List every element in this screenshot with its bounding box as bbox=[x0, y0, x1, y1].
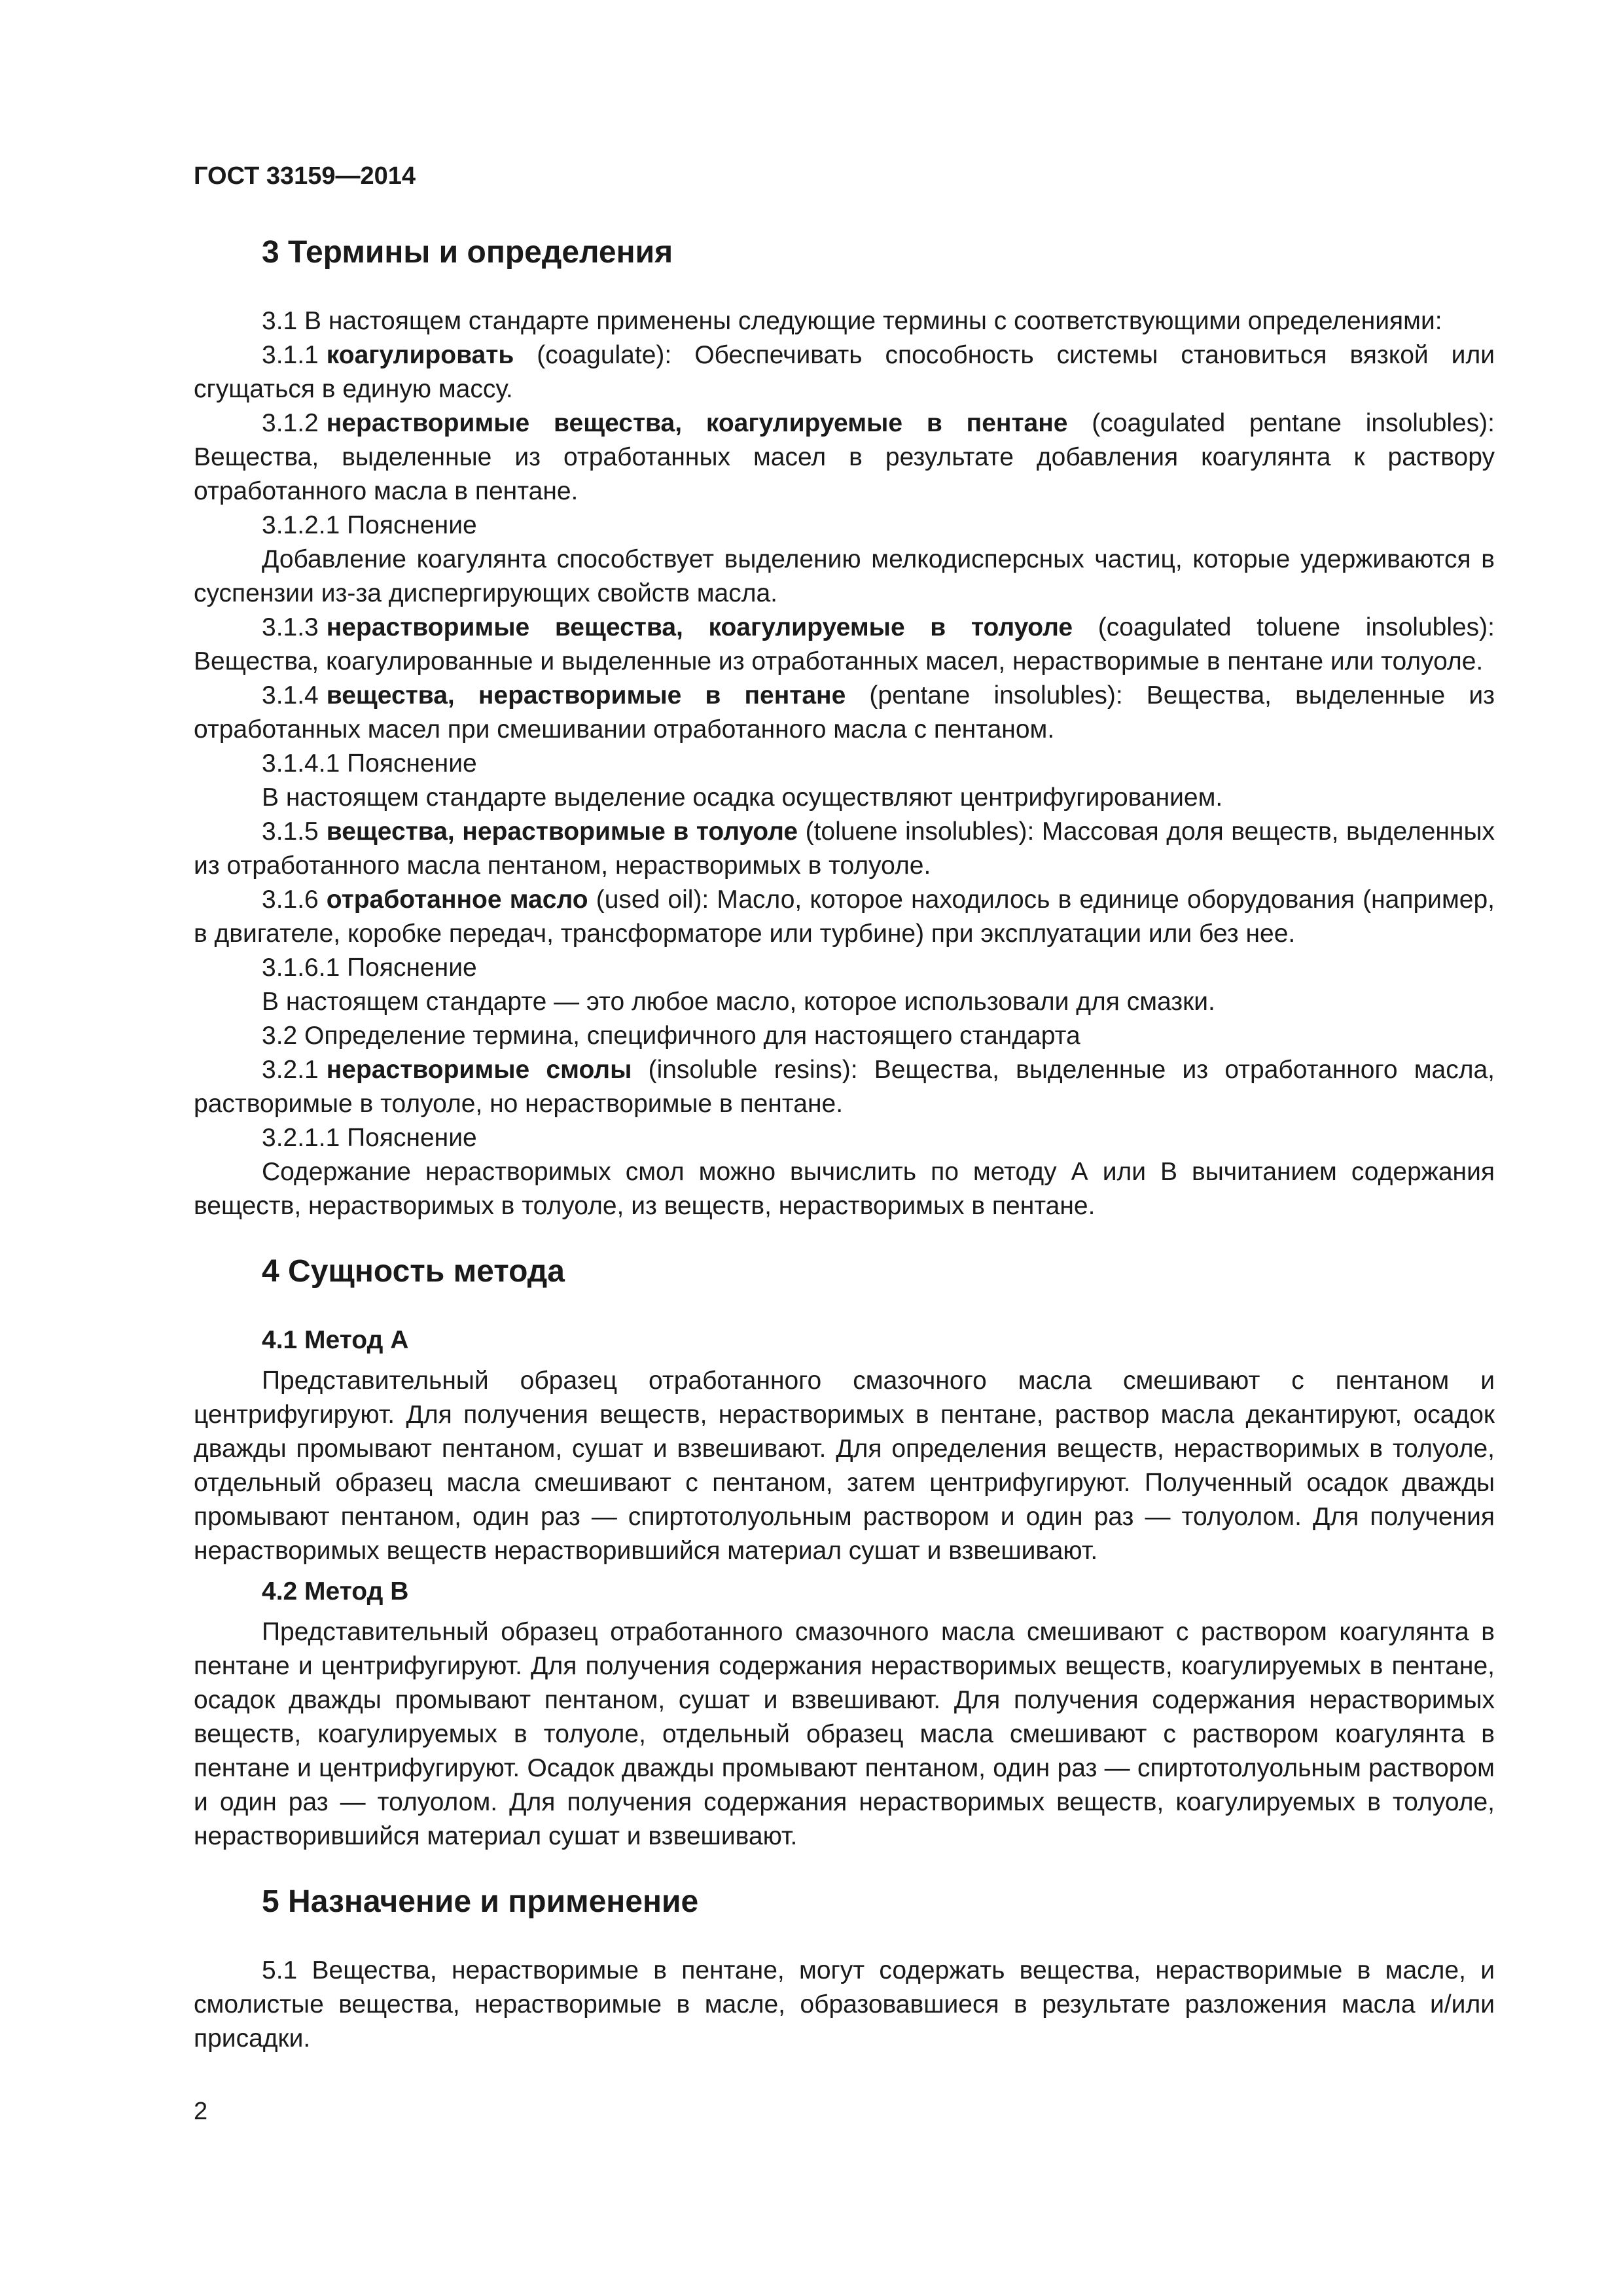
definition: (coagulate): Обеспечивать способность системы становиться вязкой или сгущаться в единую массу. bbox=[194, 341, 1495, 403]
note-3-2-1-1-text: Содержание нерастворимых смол можно вычислить по методу А или В вычитанием содержания веществ, нерастворимых в толуоле, из веществ, нерастворимых в пентане. bbox=[194, 1158, 1495, 1220]
term: вещества, нерастворимые в пентане bbox=[326, 681, 846, 709]
term: отработанное масло bbox=[326, 886, 588, 914]
note-3-1-6-1-text: В настоящем стандарте — это любое масло, которое использовали для смазки. bbox=[262, 988, 1215, 1016]
definition: (toluene insolubles): Массовая доля веществ, выделенных из отработанного масла пентаном, нерастворимых в толуоле. bbox=[194, 817, 1495, 880]
paragraph-3-1-6 bbox=[194, 883, 1495, 951]
term: нерастворимые вещества, коагулируемые в пентане bbox=[326, 409, 1068, 437]
page-content bbox=[194, 223, 1495, 2056]
term: нерастворимые вещества, коагулируемые в толуоле bbox=[326, 613, 1073, 641]
paragraph-3-1-4-1: 3.1.4.1 Пояснение bbox=[262, 749, 477, 778]
clause-number: 3.1.2 bbox=[262, 409, 319, 437]
definition: (pentane insolubles): Вещества, выделенные из отработанных масел при смешивании отработанного масла с пентаном. bbox=[194, 681, 1495, 744]
paragraph-3-1-2 bbox=[194, 406, 1495, 509]
method-a-heading: 4.1 Метод А bbox=[262, 1326, 409, 1354]
clause-number: 3.1.6 bbox=[262, 886, 319, 914]
term: коагулировать bbox=[326, 341, 514, 369]
definition: (insoluble resins): Вещества, выделенные из отработанного масла, растворимые в толуоле, но нерастворимые в пентане. bbox=[194, 1056, 1495, 1118]
method-a-text: Представительный образец отработанного смазочного масла смешивают с пентаном и центрифугируют. Для получения веществ, нерастворимых в пентане, раствор масла декантируют, осадок дважды промывают пентаном, сушат и взвешивают. Для определения веществ, нерастворимых в толуоле, отдельный образец масла смешивают с пентаном, затем центрифугируют. Полученный осадок дважды промывают пентаном, один раз — спиртотолуольным раствором и один раз — толуолом. Для получения нерастворимых веществ нерастворившийся материал сушат и взвешивают. bbox=[194, 1367, 1495, 1565]
method-b-text: Представительный образец отработанного смазочного масла смешивают с раствором коагулянта в пентане и центрифугируют. Для получения содержания нерастворимых веществ, коагулируемых в пентане, осадок дважды промывают пентаном, сушат и взвешивают. Для получения содержания нерастворимых веществ, коагулируемых в толуоле, отдельный образец масла смешивают с раствором коагулянта в пентане и центрифугируют. Осадок дважды промывают пентаном, один раз — спиртотолуольным раствором и один раз — толуолом. Для получения содержания нерастворимых веществ, коагулируемых в толуоле, нерастворившийся материал сушат и взвешивают. bbox=[194, 1618, 1495, 1850]
note-3-1-4-1-text: В настоящем стандарте выделение осадка осуществляют центрифугированием. bbox=[262, 783, 1223, 812]
paragraph-3-1-4 bbox=[194, 679, 1495, 747]
section-4-heading: 4 Сущность метода bbox=[262, 1254, 565, 1289]
section-3-heading: 3 Термины и определения bbox=[262, 235, 673, 270]
paragraph-3-2-1 bbox=[194, 1053, 1495, 1121]
section-5-heading: 5 Назначение и применение bbox=[262, 1884, 699, 1919]
paragraph-3-1-3 bbox=[194, 611, 1495, 679]
paragraph-3-1: 3.1 В настоящем стандарте применены следующие термины с соответствующими определениями: bbox=[262, 307, 1442, 335]
definition: (coagulated pentane insolubles): Вещества, выделенные из отработанных масел в результате добавления коагулянта к раствору отработанного масла в пентане. bbox=[194, 409, 1495, 505]
method-b-heading: 4.2 Метод В bbox=[262, 1577, 409, 1605]
clause-number: 3.2.1 bbox=[262, 1056, 319, 1084]
paragraph-3-1-6-1: 3.1.6.1 Пояснение bbox=[262, 954, 477, 982]
note-3-1-2-1-text: Добавление коагулянта способствует выделению мелкодисперсных частиц, которые удерживаются в суспензии из-за диспергирующих свойств масла. bbox=[194, 545, 1495, 607]
clause-number: 3.1.4 bbox=[262, 681, 319, 709]
definition: (used oil): Масло, которое находилось в единице оборудования (например, в двигателе, коробке передач, трансформаторе или турбине) при эксплуатации или без нее. bbox=[194, 886, 1495, 948]
paragraph-3-1-2-1: 3.1.2.1 Пояснение bbox=[262, 511, 477, 539]
paragraph-5-1: 5.1 Вещества, нерастворимые в пентане, могут содержать вещества, нерастворимые в масле, и смолистые вещества, нерастворимые в масле, образовавшиеся в результате разложения масла и/или присадки. bbox=[194, 1956, 1495, 2053]
clause-number: 3.1.3 bbox=[262, 613, 319, 641]
page-number: 2 bbox=[194, 2098, 208, 2125]
definition: (coagulated toluene insolubles): Вещества, коагулированные и выделенные из отработанных масел, нерастворимые в пентане или толуоле. bbox=[194, 613, 1495, 675]
clause-number: 3.1.1 bbox=[262, 341, 319, 369]
paragraph-3-2-1-1: 3.2.1.1 Пояснение bbox=[262, 1124, 477, 1152]
clause-number: 3.1.5 bbox=[262, 817, 319, 846]
paragraph-3-1-5 bbox=[194, 815, 1495, 883]
paragraph-3-2: 3.2 Определение термина, специфичного для настоящего стандарта bbox=[262, 1022, 1080, 1050]
term: вещества, нерастворимые в толуоле bbox=[326, 817, 798, 846]
paragraph-3-1-1 bbox=[194, 338, 1495, 406]
term: нерастворимые смолы bbox=[326, 1056, 632, 1084]
document-code-header: ГОСТ 33159—2014 bbox=[194, 162, 416, 190]
